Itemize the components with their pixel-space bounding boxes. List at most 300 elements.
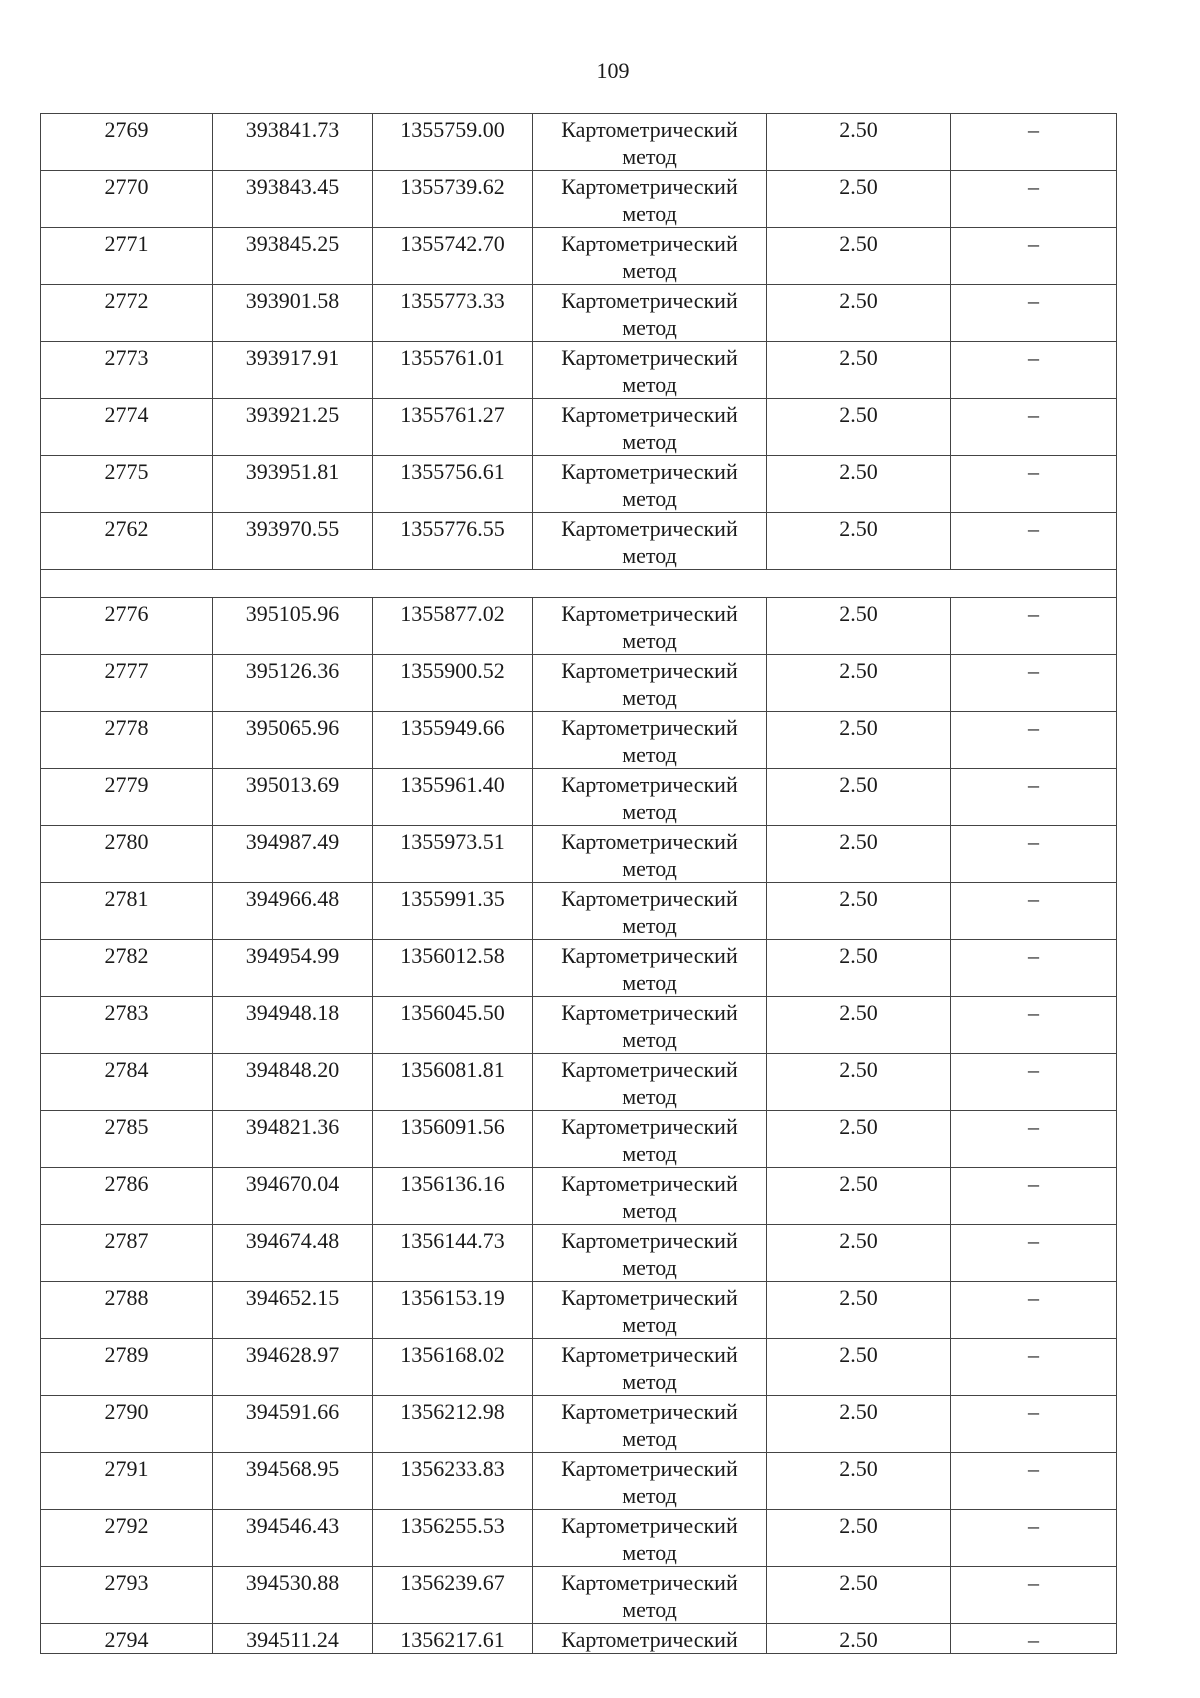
point-number-cell: [41, 285, 213, 342]
accuracy-value-cell: [767, 342, 951, 399]
coordinate-x: 394674.48: [245, 1228, 340, 1253]
accuracy-value-cell: [767, 285, 951, 342]
method-cell: [533, 1339, 767, 1396]
method-line2: метод: [622, 1027, 677, 1052]
coordinate-y: 1355759.00: [400, 117, 505, 142]
note-value: –: [1028, 1000, 1039, 1025]
accuracy-value-cell: [767, 655, 951, 712]
table-row: [41, 342, 1117, 399]
method-line2: метод: [622, 742, 677, 767]
method-line2: метод: [622, 913, 677, 938]
coordinate-y: 1356255.53: [400, 1513, 505, 1538]
method-line2: метод: [622, 1198, 677, 1223]
page-number: 109: [596, 58, 630, 83]
note-value: –: [1028, 1627, 1039, 1652]
method-line1: Картометрический: [561, 174, 738, 199]
accuracy-value: 2.50: [839, 288, 878, 313]
point-number-cell: [41, 1339, 213, 1396]
point-number-cell: [41, 712, 213, 769]
accuracy-value-cell: [767, 399, 951, 456]
coordinate-x-cell: [213, 598, 373, 655]
note-value: –: [1028, 1456, 1039, 1481]
table-row: [41, 598, 1117, 655]
coordinate-y-cell: [373, 598, 533, 655]
coordinate-x-cell: [213, 1567, 373, 1624]
coordinate-x-cell: [213, 513, 373, 570]
table-row: [41, 1282, 1117, 1339]
method-line2: метод: [622, 1312, 677, 1337]
table-row: [41, 826, 1117, 883]
table-row: [41, 1168, 1117, 1225]
point-number: 2793: [104, 1570, 149, 1595]
coordinate-y-cell: [373, 1624, 533, 1654]
table-row: [41, 883, 1117, 940]
table-row: [41, 1453, 1117, 1510]
coordinate-x: 394546.43: [245, 1513, 340, 1538]
coordinate-x-cell: [213, 1168, 373, 1225]
coordinate-y: 1356136.16: [400, 1171, 505, 1196]
coordinate-y-cell: [373, 1510, 533, 1567]
coordinate-x-cell: [213, 826, 373, 883]
coordinate-x-cell: [213, 883, 373, 940]
method-line1: Картометрический: [561, 715, 738, 740]
point-number-cell: [41, 940, 213, 997]
method-cell: [533, 1054, 767, 1111]
coordinate-y-cell: [373, 342, 533, 399]
coordinate-y: 1355739.62: [400, 174, 505, 199]
point-number-cell: [41, 228, 213, 285]
coordinate-y: 1355776.55: [400, 516, 505, 541]
coordinate-x: 394511.24: [246, 1627, 339, 1652]
coordinate-y: 1356144.73: [400, 1228, 505, 1253]
coordinate-x-cell: [213, 1339, 373, 1396]
coordinate-x-cell: [213, 1396, 373, 1453]
table-row: [41, 997, 1117, 1054]
method-cell: [533, 883, 767, 940]
note-value: –: [1028, 943, 1039, 968]
method-line2: метод: [622, 429, 677, 454]
method-line2: метод: [622, 144, 677, 169]
method-cell: [533, 342, 767, 399]
note-value-cell: [951, 712, 1117, 769]
coordinate-x: 394987.49: [245, 829, 340, 854]
method-cell: [533, 114, 767, 171]
note-value: –: [1028, 117, 1039, 142]
method-line2: метод: [622, 372, 677, 397]
coordinate-y: 1355877.02: [400, 601, 505, 626]
method-line2: метод: [622, 1369, 677, 1394]
coordinate-y: 1356081.81: [400, 1057, 505, 1082]
method-cell: [533, 769, 767, 826]
method-line2: метод: [622, 486, 677, 511]
point-number-cell: [41, 1396, 213, 1453]
note-value-cell: [951, 1111, 1117, 1168]
coordinate-x-cell: [213, 1225, 373, 1282]
note-value-cell: [951, 1225, 1117, 1282]
coordinate-y: 1355773.33: [400, 288, 505, 313]
method-line2: метод: [622, 315, 677, 340]
table-row: [41, 399, 1117, 456]
coordinate-y-cell: [373, 1339, 533, 1396]
point-number-cell: [41, 1282, 213, 1339]
point-number: 2769: [104, 117, 149, 142]
method-cell: [533, 1168, 767, 1225]
note-value: –: [1028, 1399, 1039, 1424]
point-number-cell: [41, 1168, 213, 1225]
coordinate-y: 1355742.70: [400, 231, 505, 256]
note-value-cell: [951, 769, 1117, 826]
point-number: 2786: [104, 1171, 149, 1196]
note-value: –: [1028, 1114, 1039, 1139]
note-value-cell: [951, 1453, 1117, 1510]
coordinate-x: 394966.48: [245, 886, 340, 911]
accuracy-value: 2.50: [839, 1057, 878, 1082]
coordinate-x: 394652.15: [245, 1285, 340, 1310]
method-line1: Картометрический: [561, 1627, 738, 1652]
method-line1: Картометрический: [561, 601, 738, 626]
point-number: 2781: [104, 886, 149, 911]
accuracy-value: 2.50: [839, 829, 878, 854]
method-line1: Картометрический: [561, 1513, 738, 1538]
point-number-cell: [41, 171, 213, 228]
coordinate-x: 395105.96: [245, 601, 340, 626]
note-value: –: [1028, 345, 1039, 370]
accuracy-value-cell: [767, 1510, 951, 1567]
point-number: 2777: [104, 658, 149, 683]
accuracy-value-cell: [767, 171, 951, 228]
method-cell: [533, 228, 767, 285]
point-number: 2783: [104, 1000, 149, 1025]
accuracy-value-cell: [767, 997, 951, 1054]
accuracy-value-cell: [767, 883, 951, 940]
method-cell: [533, 1624, 767, 1654]
method-line1: Картометрический: [561, 516, 738, 541]
coordinate-y-cell: [373, 1396, 533, 1453]
method-line1: Картометрический: [561, 1114, 738, 1139]
coordinate-y: 1356012.58: [400, 943, 505, 968]
coordinate-y: 1355900.52: [400, 658, 505, 683]
accuracy-value: 2.50: [839, 174, 878, 199]
accuracy-value-cell: [767, 940, 951, 997]
method-line1: Картометрический: [561, 772, 738, 797]
method-cell: [533, 1510, 767, 1567]
point-number: 2782: [104, 943, 149, 968]
coordinate-y: 1356217.61: [400, 1627, 505, 1652]
accuracy-value-cell: [767, 598, 951, 655]
note-value: –: [1028, 516, 1039, 541]
method-line1: Картометрический: [561, 829, 738, 854]
table-row: [41, 1339, 1117, 1396]
table-row: [41, 1567, 1117, 1624]
point-number: 2785: [104, 1114, 149, 1139]
note-value: –: [1028, 1570, 1039, 1595]
method-cell: [533, 1111, 767, 1168]
table-row: [41, 1396, 1117, 1453]
note-value: –: [1028, 459, 1039, 484]
note-value: –: [1028, 174, 1039, 199]
method-line2: метод: [622, 799, 677, 824]
accuracy-value: 2.50: [839, 1171, 878, 1196]
accuracy-value-cell: [767, 1339, 951, 1396]
coordinate-y-cell: [373, 1567, 533, 1624]
point-number: 2790: [104, 1399, 149, 1424]
coordinate-x: 393845.25: [245, 231, 340, 256]
accuracy-value-cell: [767, 1453, 951, 1510]
coordinate-y-cell: [373, 1168, 533, 1225]
accuracy-value-cell: [767, 1054, 951, 1111]
method-line2: метод: [622, 1483, 677, 1508]
note-value-cell: [951, 342, 1117, 399]
accuracy-value: 2.50: [839, 345, 878, 370]
note-value-cell: [951, 1282, 1117, 1339]
method-cell: [533, 456, 767, 513]
method-line2: метод: [622, 856, 677, 881]
coordinate-x: 394568.95: [245, 1456, 340, 1481]
method-cell: [533, 655, 767, 712]
note-value-cell: [951, 1510, 1117, 1567]
accuracy-value: 2.50: [839, 1399, 878, 1424]
point-number: 2788: [104, 1285, 149, 1310]
coordinate-x-cell: [213, 769, 373, 826]
method-line2: метод: [622, 1540, 677, 1565]
note-value-cell: [951, 1339, 1117, 1396]
coordinate-x-cell: [213, 1111, 373, 1168]
method-line2: метод: [622, 685, 677, 710]
method-cell: [533, 1282, 767, 1339]
coordinate-x: 393951.81: [245, 459, 340, 484]
point-number-cell: [41, 769, 213, 826]
point-number-cell: [41, 1225, 213, 1282]
accuracy-value-cell: [767, 1282, 951, 1339]
accuracy-value: 2.50: [839, 1627, 878, 1652]
coordinate-y: 1356045.50: [400, 1000, 505, 1025]
point-number: 2762: [104, 516, 149, 541]
accuracy-value: 2.50: [839, 601, 878, 626]
coordinate-y-cell: [373, 769, 533, 826]
coordinate-y-cell: [373, 285, 533, 342]
note-value-cell: [951, 228, 1117, 285]
coordinate-y-cell: [373, 456, 533, 513]
coordinate-y-cell: [373, 513, 533, 570]
coordinate-y-cell: [373, 1225, 533, 1282]
coordinate-y-cell: [373, 171, 533, 228]
method-line1: Картометрический: [561, 402, 738, 427]
accuracy-value-cell: [767, 712, 951, 769]
coordinate-x-cell: [213, 342, 373, 399]
coordinate-x: 394628.97: [245, 1342, 340, 1367]
coordinate-x: 393921.25: [245, 402, 340, 427]
coordinate-x: 393841.73: [245, 117, 340, 142]
coordinate-x-cell: [213, 712, 373, 769]
note-value: –: [1028, 1228, 1039, 1253]
accuracy-value-cell: [767, 1168, 951, 1225]
coordinate-y: 1356233.83: [400, 1456, 505, 1481]
accuracy-value-cell: [767, 1111, 951, 1168]
coordinate-y: 1355991.35: [400, 886, 505, 911]
method-line1: Картометрический: [561, 231, 738, 256]
coordinate-y: 1356091.56: [400, 1114, 505, 1139]
table-row: [41, 655, 1117, 712]
note-value-cell: [951, 1168, 1117, 1225]
method-cell: [533, 940, 767, 997]
coordinate-x-cell: [213, 228, 373, 285]
accuracy-value: 2.50: [839, 1228, 878, 1253]
accuracy-value-cell: [767, 1624, 951, 1654]
method-line2: метод: [622, 201, 677, 226]
method-line1: Картометрический: [561, 1570, 738, 1595]
coordinate-x: 395065.96: [245, 715, 340, 740]
accuracy-value: 2.50: [839, 658, 878, 683]
method-line1: Картометрический: [561, 658, 738, 683]
coordinate-x: 394954.99: [245, 943, 340, 968]
accuracy-value: 2.50: [839, 1570, 878, 1595]
accuracy-value: 2.50: [839, 231, 878, 256]
point-number-cell: [41, 826, 213, 883]
coordinates-table-body: [41, 114, 1117, 1654]
note-value: –: [1028, 288, 1039, 313]
coordinate-x: 393843.45: [245, 174, 340, 199]
note-value: –: [1028, 886, 1039, 911]
separator-row: [41, 570, 1117, 598]
accuracy-value: 2.50: [839, 459, 878, 484]
method-line1: Картометрический: [561, 459, 738, 484]
coordinate-y: 1356153.19: [400, 1285, 505, 1310]
point-number: 2780: [104, 829, 149, 854]
accuracy-value: 2.50: [839, 117, 878, 142]
point-number: 2784: [104, 1057, 149, 1082]
note-value: –: [1028, 402, 1039, 427]
note-value-cell: [951, 655, 1117, 712]
separator-cell: [41, 570, 1117, 598]
coordinate-x-cell: [213, 285, 373, 342]
coordinate-x: 394821.36: [245, 1114, 340, 1139]
coordinate-x: 395126.36: [245, 658, 340, 683]
accuracy-value: 2.50: [839, 1342, 878, 1367]
accuracy-value: 2.50: [839, 1285, 878, 1310]
method-cell: [533, 826, 767, 883]
note-value-cell: [951, 1396, 1117, 1453]
method-line2: метод: [622, 258, 677, 283]
coordinate-y: 1356239.67: [400, 1570, 505, 1595]
coordinate-x-cell: [213, 399, 373, 456]
method-line2: метод: [622, 628, 677, 653]
note-value-cell: [951, 997, 1117, 1054]
method-cell: [533, 1396, 767, 1453]
method-line2: метод: [622, 970, 677, 995]
point-number-cell: [41, 1453, 213, 1510]
table-row: [41, 1510, 1117, 1567]
method-cell: [533, 171, 767, 228]
accuracy-value: 2.50: [839, 516, 878, 541]
note-value-cell: [951, 1054, 1117, 1111]
method-cell: [533, 1453, 767, 1510]
table-row: [41, 456, 1117, 513]
note-value-cell: [951, 598, 1117, 655]
point-number: 2787: [104, 1228, 149, 1253]
point-number-cell: [41, 399, 213, 456]
coordinate-x-cell: [213, 1510, 373, 1567]
coordinate-y: 1355961.40: [400, 772, 505, 797]
coordinate-y-cell: [373, 114, 533, 171]
method-cell: [533, 1225, 767, 1282]
coordinate-y-cell: [373, 655, 533, 712]
table-row: [41, 228, 1117, 285]
method-line2: метод: [622, 543, 677, 568]
note-value-cell: [951, 883, 1117, 940]
coordinate-x: 393970.55: [245, 516, 340, 541]
note-value: –: [1028, 1513, 1039, 1538]
coordinate-x-cell: [213, 114, 373, 171]
note-value-cell: [951, 1567, 1117, 1624]
coordinate-x-cell: [213, 1282, 373, 1339]
point-number: 2789: [104, 1342, 149, 1367]
table-row: [41, 712, 1117, 769]
coordinate-y: 1356168.02: [400, 1342, 505, 1367]
coordinate-y-cell: [373, 1054, 533, 1111]
point-number-cell: [41, 1510, 213, 1567]
table-row: [41, 513, 1117, 570]
table-row: [41, 1054, 1117, 1111]
method-cell: [533, 997, 767, 1054]
method-line1: Картометрический: [561, 288, 738, 313]
table-row: [41, 285, 1117, 342]
point-number: 2792: [104, 1513, 149, 1538]
point-number: 2791: [104, 1456, 149, 1481]
method-line1: Картометрический: [561, 1228, 738, 1253]
note-value-cell: [951, 940, 1117, 997]
method-line1: Картометрический: [561, 1000, 738, 1025]
note-value: –: [1028, 231, 1039, 256]
method-cell: [533, 712, 767, 769]
note-value: –: [1028, 1342, 1039, 1367]
method-line2: метод: [622, 1141, 677, 1166]
coordinate-y: 1355761.27: [400, 402, 505, 427]
note-value-cell: [951, 456, 1117, 513]
point-number-cell: [41, 342, 213, 399]
coordinate-y: 1355973.51: [400, 829, 505, 854]
coordinate-x: 395013.69: [245, 772, 340, 797]
table-row: [41, 114, 1117, 171]
coordinate-y-cell: [373, 997, 533, 1054]
method-line1: Картометрический: [561, 886, 738, 911]
accuracy-value-cell: [767, 1225, 951, 1282]
coordinate-y-cell: [373, 1282, 533, 1339]
point-number-cell: [41, 1054, 213, 1111]
coordinates-table: [40, 113, 1117, 1654]
coordinate-y-cell: [373, 712, 533, 769]
method-line1: Картометрический: [561, 1342, 738, 1367]
coordinate-y: 1355761.01: [400, 345, 505, 370]
note-value: –: [1028, 1285, 1039, 1310]
note-value: –: [1028, 601, 1039, 626]
point-number: 2778: [104, 715, 149, 740]
coordinate-y-cell: [373, 1453, 533, 1510]
note-value: –: [1028, 829, 1039, 854]
coordinate-x-cell: [213, 940, 373, 997]
method-line1: Картометрический: [561, 1456, 738, 1481]
method-line2: метод: [622, 1255, 677, 1280]
method-line1: Картометрический: [561, 1399, 738, 1424]
coordinate-y: 1355756.61: [400, 459, 505, 484]
note-value-cell: [951, 826, 1117, 883]
table-row: [41, 1624, 1117, 1654]
point-number: 2774: [104, 402, 149, 427]
coordinate-y-cell: [373, 228, 533, 285]
point-number: 2776: [104, 601, 149, 626]
coordinate-y-cell: [373, 399, 533, 456]
table-row: [41, 1111, 1117, 1168]
accuracy-value: 2.50: [839, 402, 878, 427]
